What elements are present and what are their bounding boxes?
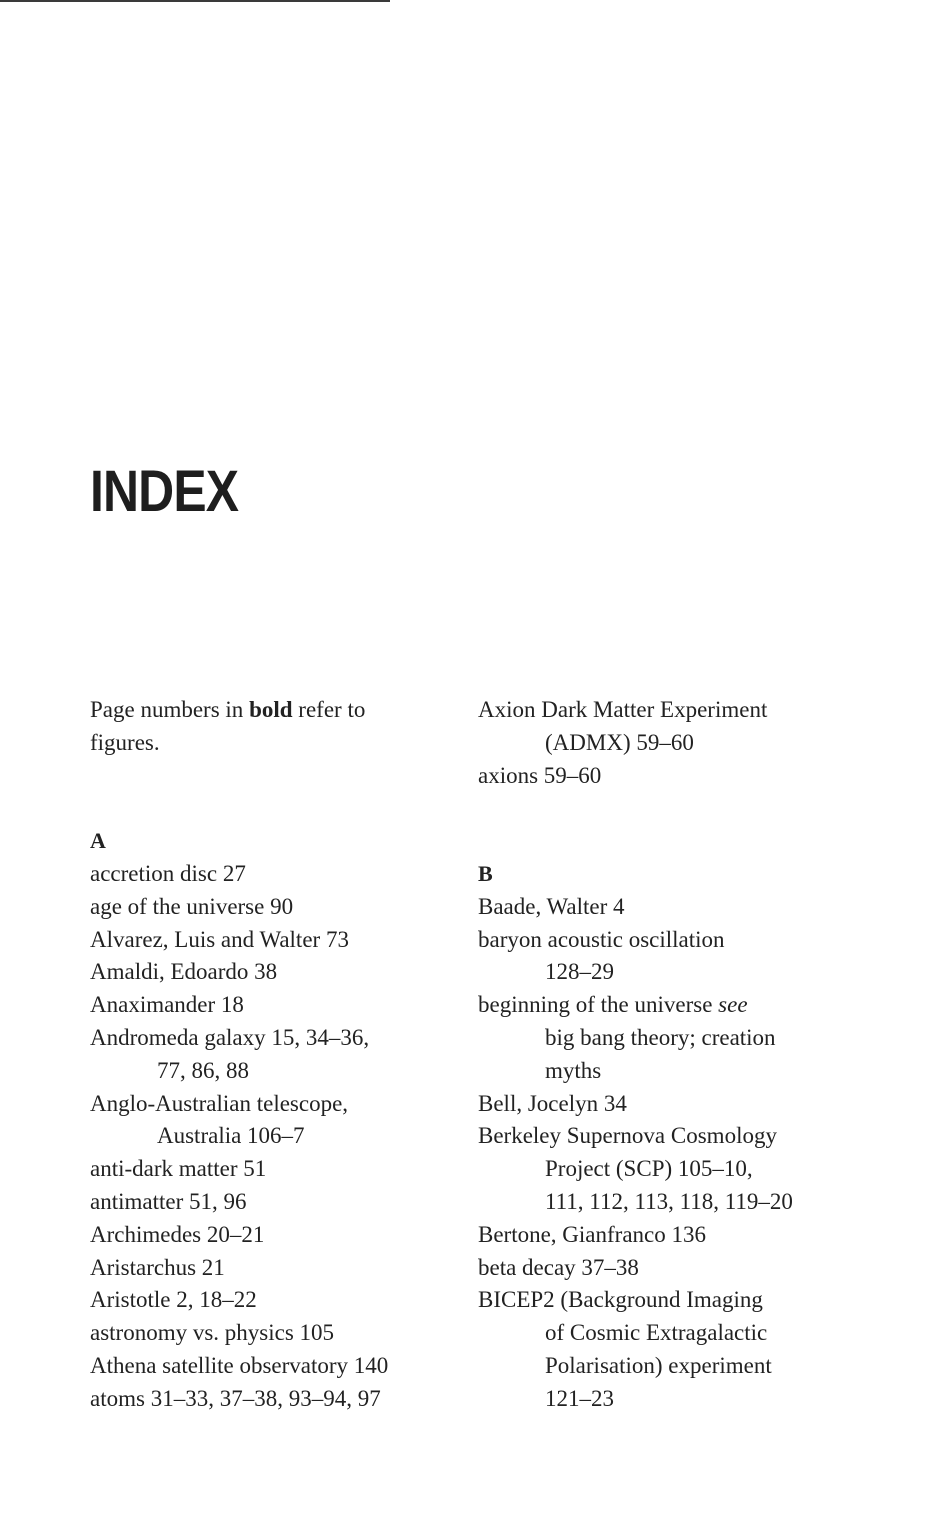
page-title: INDEX — [90, 459, 239, 524]
index-entry-continuation: 128–29 — [545, 959, 614, 985]
index-entry-continuation: 111, 112, 113, 118, 119–20 — [545, 1188, 793, 1214]
index-entry — [90, 1219, 450, 1252]
index-entry-text: Amaldi, Edoardo 38 — [90, 959, 278, 985]
index-entry-text: age of the universe 90 — [90, 893, 294, 919]
index-entries-a — [90, 858, 450, 1416]
index-entry-text: beta decay 37–38 — [478, 1254, 639, 1280]
index-entry — [90, 1252, 450, 1285]
index-entry — [90, 1186, 450, 1219]
index-entry-text: Axion Dark Matter Experiment — [478, 697, 768, 722]
index-entry — [90, 1153, 450, 1186]
index-entry-text: astronomy vs. physics 105 — [90, 1320, 335, 1346]
index-entry — [90, 924, 450, 957]
index-entry-text: beginning of the universe see — [478, 992, 748, 1018]
index-entry-text: axions 59–60 — [478, 762, 602, 788]
note-text: refer to — [292, 697, 366, 722]
index-entry-continuation: (ADMX) 59–60 — [545, 729, 694, 755]
index-entry — [90, 1088, 450, 1154]
index-entry — [478, 1219, 858, 1252]
index-entry-continuation: Australia 106–7 — [157, 1123, 305, 1149]
index-entry — [90, 858, 450, 891]
index-entry-text: Bell, Jocelyn 34 — [478, 1090, 627, 1116]
index-entry — [478, 1088, 858, 1121]
index-entries-a-continued — [478, 694, 858, 792]
index-entry-text: Aristotle 2, 18–22 — [90, 1287, 257, 1313]
bold-note — [90, 694, 450, 727]
index-entry-text: Athena satellite observatory 140 — [90, 1352, 389, 1378]
index-entry — [90, 891, 450, 924]
index-entry-continuation: 77, 86, 88 — [157, 1057, 249, 1083]
index-entry-text: antimatter 51, 96 — [90, 1188, 247, 1214]
index-entries-b — [478, 891, 858, 1416]
index-entry-continuation: Project (SCP) 105–10, — [545, 1156, 753, 1182]
index-entry-continuation: Polarisation) experiment — [545, 1352, 772, 1378]
index-entry — [478, 1252, 858, 1285]
index-entry — [90, 1022, 450, 1088]
index-entry — [478, 924, 858, 990]
index-entry-text: Archimedes 20–21 — [90, 1221, 265, 1247]
note-text: Page numbers in — [90, 697, 250, 722]
index-entry — [90, 989, 450, 1022]
index-column-right — [478, 694, 858, 1416]
index-entry — [90, 1350, 450, 1383]
index-entry — [90, 1284, 450, 1317]
section-letter-a: A — [90, 828, 106, 854]
index-entry-text: Bertone, Gianfranco 136 — [478, 1221, 707, 1247]
index-entry-text: BICEP2 (Background Imaging — [478, 1287, 763, 1313]
index-entry-text: Andromeda galaxy 15, 34–36, — [90, 1024, 370, 1050]
index-entry — [90, 956, 450, 989]
index-entry-text: atoms 31–33, 37–38, 93–94, 97 — [90, 1385, 381, 1411]
index-entry — [478, 1120, 858, 1218]
index-entry — [478, 760, 858, 793]
index-entry-continuation: myths — [545, 1057, 602, 1083]
index-entry-text: Berkeley Supernova Cosmology — [478, 1123, 777, 1149]
index-entry-text: anti-dark matter 51 — [90, 1156, 267, 1182]
index-entry-text: baryon acoustic oscillation — [478, 926, 725, 952]
index-entry — [478, 694, 858, 760]
index-entry-text: accretion disc 27 — [90, 860, 246, 886]
index-entry-continuation: of Cosmic Extragalactic — [545, 1320, 768, 1346]
index-entry — [478, 989, 858, 1087]
index-column-left — [90, 694, 450, 1416]
index-entry-continuation: big bang theory; creation — [545, 1024, 776, 1050]
index-entry — [478, 1284, 858, 1415]
index-entry — [90, 1383, 450, 1416]
bold-note-line2: figures. — [90, 729, 160, 755]
note-bold-word: bold — [249, 697, 293, 722]
top-rule — [0, 0, 390, 2]
index-entry — [478, 891, 858, 924]
index-entry-text: Alvarez, Luis and Walter 73 — [90, 926, 349, 952]
index-entry-text: Anglo-Australian telescope, — [90, 1090, 349, 1116]
see-reference: see — [718, 992, 748, 1018]
index-entry — [90, 1317, 450, 1350]
index-entry-text: Aristarchus 21 — [90, 1254, 225, 1280]
index-entry-continuation: 121–23 — [545, 1385, 614, 1411]
index-entry-text: Baade, Walter 4 — [478, 893, 625, 919]
index-entry-text: Anaximander 18 — [90, 992, 244, 1018]
section-letter-b: B — [478, 860, 493, 886]
